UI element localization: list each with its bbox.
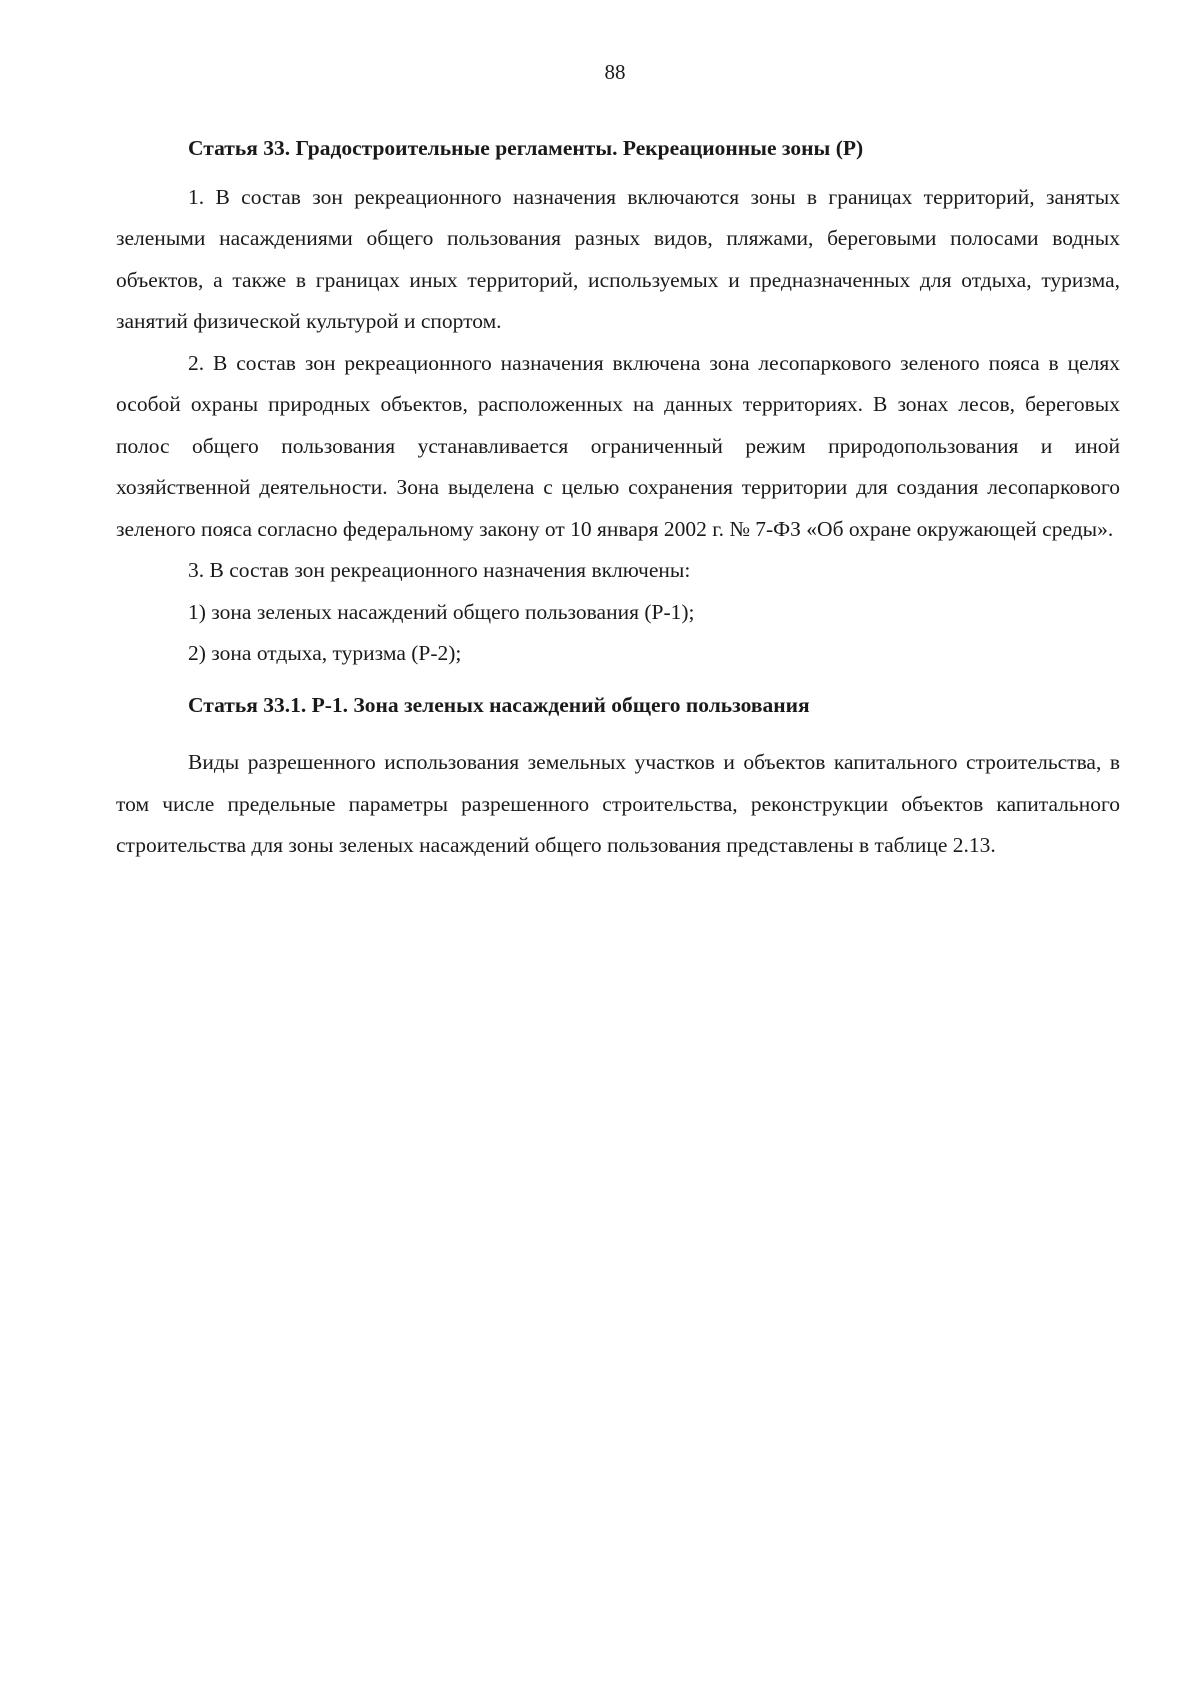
article-33-heading: Статья 33. Градостроительные регламенты. Рекреационные зоны (Р) bbox=[188, 136, 864, 160]
page-number: 88 bbox=[604, 60, 626, 84]
article-33-paragraph-1: 1. В состав зон рекреационного назначения включаются зоны в границах территорий, занятых зелеными насаждениями общего пользования разных видов, пляжами, береговыми полосами водных объектов, а также в границах иных территорий, используемых и предназначенных для отдыха, туризма, занятий физической культурой и спортом. bbox=[116, 184, 1120, 333]
list-item-r1: 1) зона зеленых насаждений общего пользования (Р-1); bbox=[188, 599, 695, 624]
article-33-1-paragraph: Виды разрешенного использования земельных участков и объектов капитального строительства, в том числе предельные параметры разрешенного строительства, реконструкции объектов капитального строительства для зоны зеленых насаждений общего пользования представлены в таблице 2.13. bbox=[116, 750, 1120, 857]
article-33-paragraph-2: 2. В состав зон рекреационного назначения включена зона лесопаркового зеленого пояса в целях особой охраны природных объектов, расположенных на данных территориях. В зонах лесов, береговых полос общего пользования устанавливается ограниченный режим природопользования и иной хозяйственной деятельности. Зона выделена с целью сохранения территории для создания лесопаркового зеленого пояса согласно федеральному закону от 10 января 2002 г. № 7-ФЗ «Об охране окружающей среды». bbox=[116, 350, 1120, 541]
article-33-1-heading: Статья 33.1. Р-1. Зона зеленых насаждений общего пользования bbox=[188, 692, 810, 717]
page-content bbox=[116, 128, 1120, 867]
article-33-paragraph-3: 3. В состав зон рекреационного назначения включены: bbox=[188, 558, 691, 582]
list-item-r2: 2) зона отдыха, туризма (Р-2); bbox=[188, 641, 462, 665]
